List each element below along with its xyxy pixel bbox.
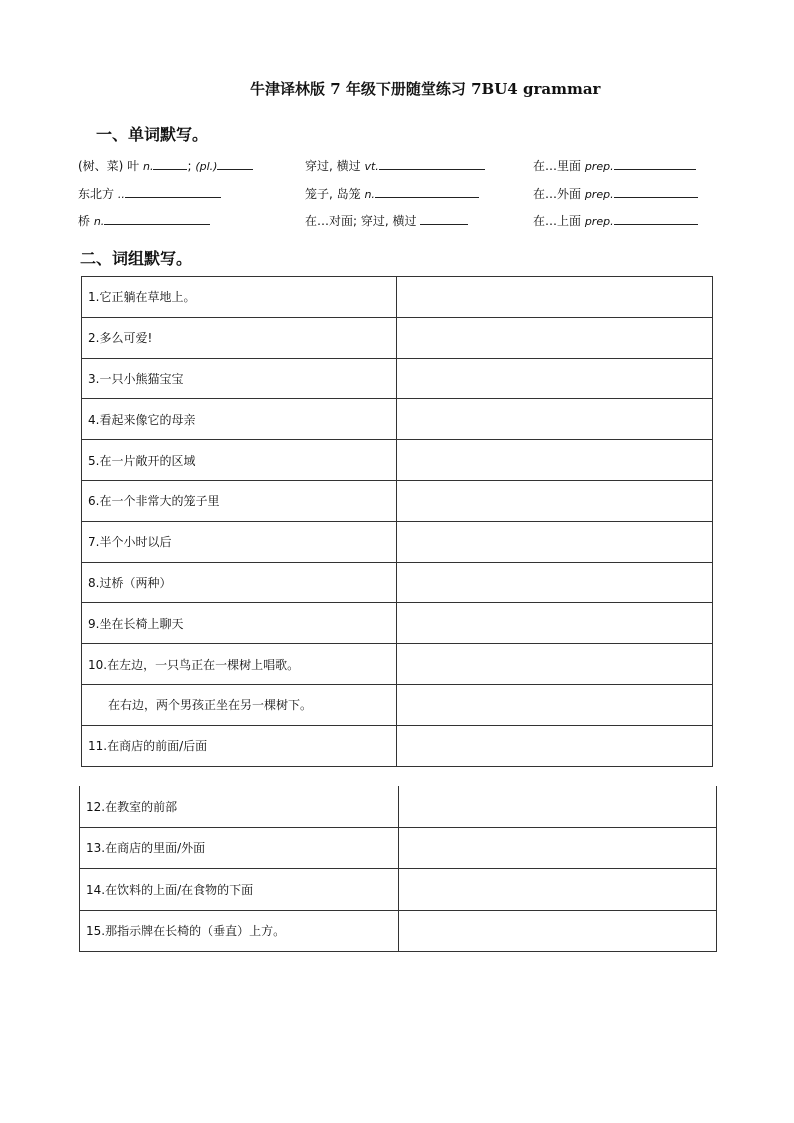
table-row (80, 827, 717, 869)
vocab-prompt: 在…对面; 穿过, 横过 (305, 214, 421, 228)
vocab-prompt: (树、菜) 叶 (78, 159, 143, 173)
vocab-pos: prep. (584, 160, 614, 173)
vocab-prompt: 在…外面 (533, 187, 585, 201)
answer-cell[interactable] (397, 317, 713, 358)
phrase-prompt: 7.半个小时以后 (82, 521, 397, 562)
answer-cell[interactable] (399, 869, 717, 911)
vocab-pos: n. (93, 215, 105, 228)
vocab-prompt: 穿过, 横过 (305, 159, 365, 173)
phrase-prompt: 14.在饮料的上面/在食物的下面 (80, 869, 399, 911)
phrase-prompt: 3.一只小熊猫宝宝 (82, 358, 397, 399)
vocab-item-northeast (78, 185, 221, 203)
answer-blank[interactable] (153, 157, 187, 170)
vocab-prompt: 东北方 (78, 187, 118, 201)
answer-blank[interactable] (614, 157, 696, 170)
phrase-prompt: 12.在教室的前部 (80, 786, 399, 827)
answer-cell[interactable] (397, 684, 713, 725)
table-row (82, 562, 713, 603)
vocab-item-above (533, 212, 698, 230)
vocab-pos: .. (117, 188, 125, 201)
table-row (82, 317, 713, 358)
vocab-prompt: 桥 (78, 214, 94, 228)
answer-cell[interactable] (399, 827, 717, 869)
table-row (80, 786, 717, 827)
section2-heading: 二、词组默写。 (80, 249, 193, 268)
answer-cell[interactable] (399, 910, 717, 952)
answer-blank[interactable] (379, 157, 485, 170)
answer-blank[interactable] (614, 212, 698, 225)
table-row (80, 869, 717, 911)
phrase-prompt: 8.过桥（两种） (82, 562, 397, 603)
answer-blank[interactable] (104, 212, 210, 225)
vocab-pos: n. (143, 160, 154, 173)
phrase-prompt: 10.在左边，一只鸟正在一棵树上唱歌。 (82, 644, 397, 685)
phrase-prompt: 1.它正躺在草地上。 (82, 277, 397, 318)
vocab-pos-plural: (pl.) (195, 160, 218, 173)
vocab-item-leaf (78, 157, 253, 175)
vocab-prompt: 在…上面 (533, 214, 585, 228)
answer-blank[interactable] (420, 212, 468, 225)
vocab-item-across (305, 157, 485, 175)
section1-heading: 一、单词默写。 (96, 125, 209, 144)
table-row (82, 440, 713, 481)
table-row (82, 644, 713, 685)
answer-cell[interactable] (397, 358, 713, 399)
vocab-pos: n. (364, 188, 375, 201)
phrase-prompt: 6.在一个非常大的笼子里 (82, 480, 397, 521)
answer-cell[interactable] (397, 562, 713, 603)
phrase-prompt: 在右边，两个男孩正坐在另一棵树下。 (82, 684, 397, 725)
phrase-prompt: 9.坐在长椅上聊天 (82, 603, 397, 644)
vocab-item-cage (305, 185, 479, 203)
table-row (82, 399, 713, 440)
answer-cell[interactable] (397, 644, 713, 685)
answer-cell[interactable] (397, 603, 713, 644)
phrase-prompt: 11.在商店的前面/后面 (82, 725, 397, 766)
answer-blank[interactable] (125, 185, 221, 198)
vocab-pos: vt. (364, 160, 379, 173)
answer-blank[interactable] (375, 185, 479, 198)
vocab-item-outside (533, 185, 698, 203)
table-row (82, 521, 713, 562)
table-row (80, 910, 717, 952)
answer-cell[interactable] (397, 521, 713, 562)
answer-blank[interactable] (217, 157, 253, 170)
table-row (82, 725, 713, 766)
vocab-prompt: 笼子, 岛笼 (305, 187, 365, 201)
table-row (82, 684, 713, 725)
worksheet-title: 牛津译林版 7 年级下册随堂练习 7BU4 grammar (250, 80, 601, 98)
answer-cell[interactable] (397, 399, 713, 440)
phrase-prompt: 4.看起来像它的母亲 (82, 399, 397, 440)
vocab-item-bridge (78, 212, 210, 230)
vocab-item-opposite (305, 212, 468, 229)
table-row (82, 277, 713, 318)
vocab-item-inside (533, 157, 696, 175)
answer-cell[interactable] (399, 786, 717, 827)
phrase-table-1 (81, 276, 713, 767)
table-row (82, 603, 713, 644)
phrase-prompt: 5.在一片敞开的区域 (82, 440, 397, 481)
phrase-prompt: 15.那指示牌在长椅的（垂直）上方。 (80, 910, 399, 952)
vocab-pos: prep. (584, 215, 614, 228)
phrase-prompt: 13.在商店的里面/外面 (80, 827, 399, 869)
answer-cell[interactable] (397, 277, 713, 318)
answer-cell[interactable] (397, 440, 713, 481)
vocab-separator: ; (187, 159, 196, 173)
phrase-prompt: 2.多么可爱! (82, 317, 397, 358)
vocab-pos: prep. (584, 188, 614, 201)
answer-cell[interactable] (397, 725, 713, 766)
answer-blank[interactable] (614, 185, 698, 198)
phrase-table-2 (79, 786, 717, 952)
table-row (82, 358, 713, 399)
answer-cell[interactable] (397, 480, 713, 521)
table-row (82, 480, 713, 521)
vocab-prompt: 在…里面 (533, 159, 585, 173)
